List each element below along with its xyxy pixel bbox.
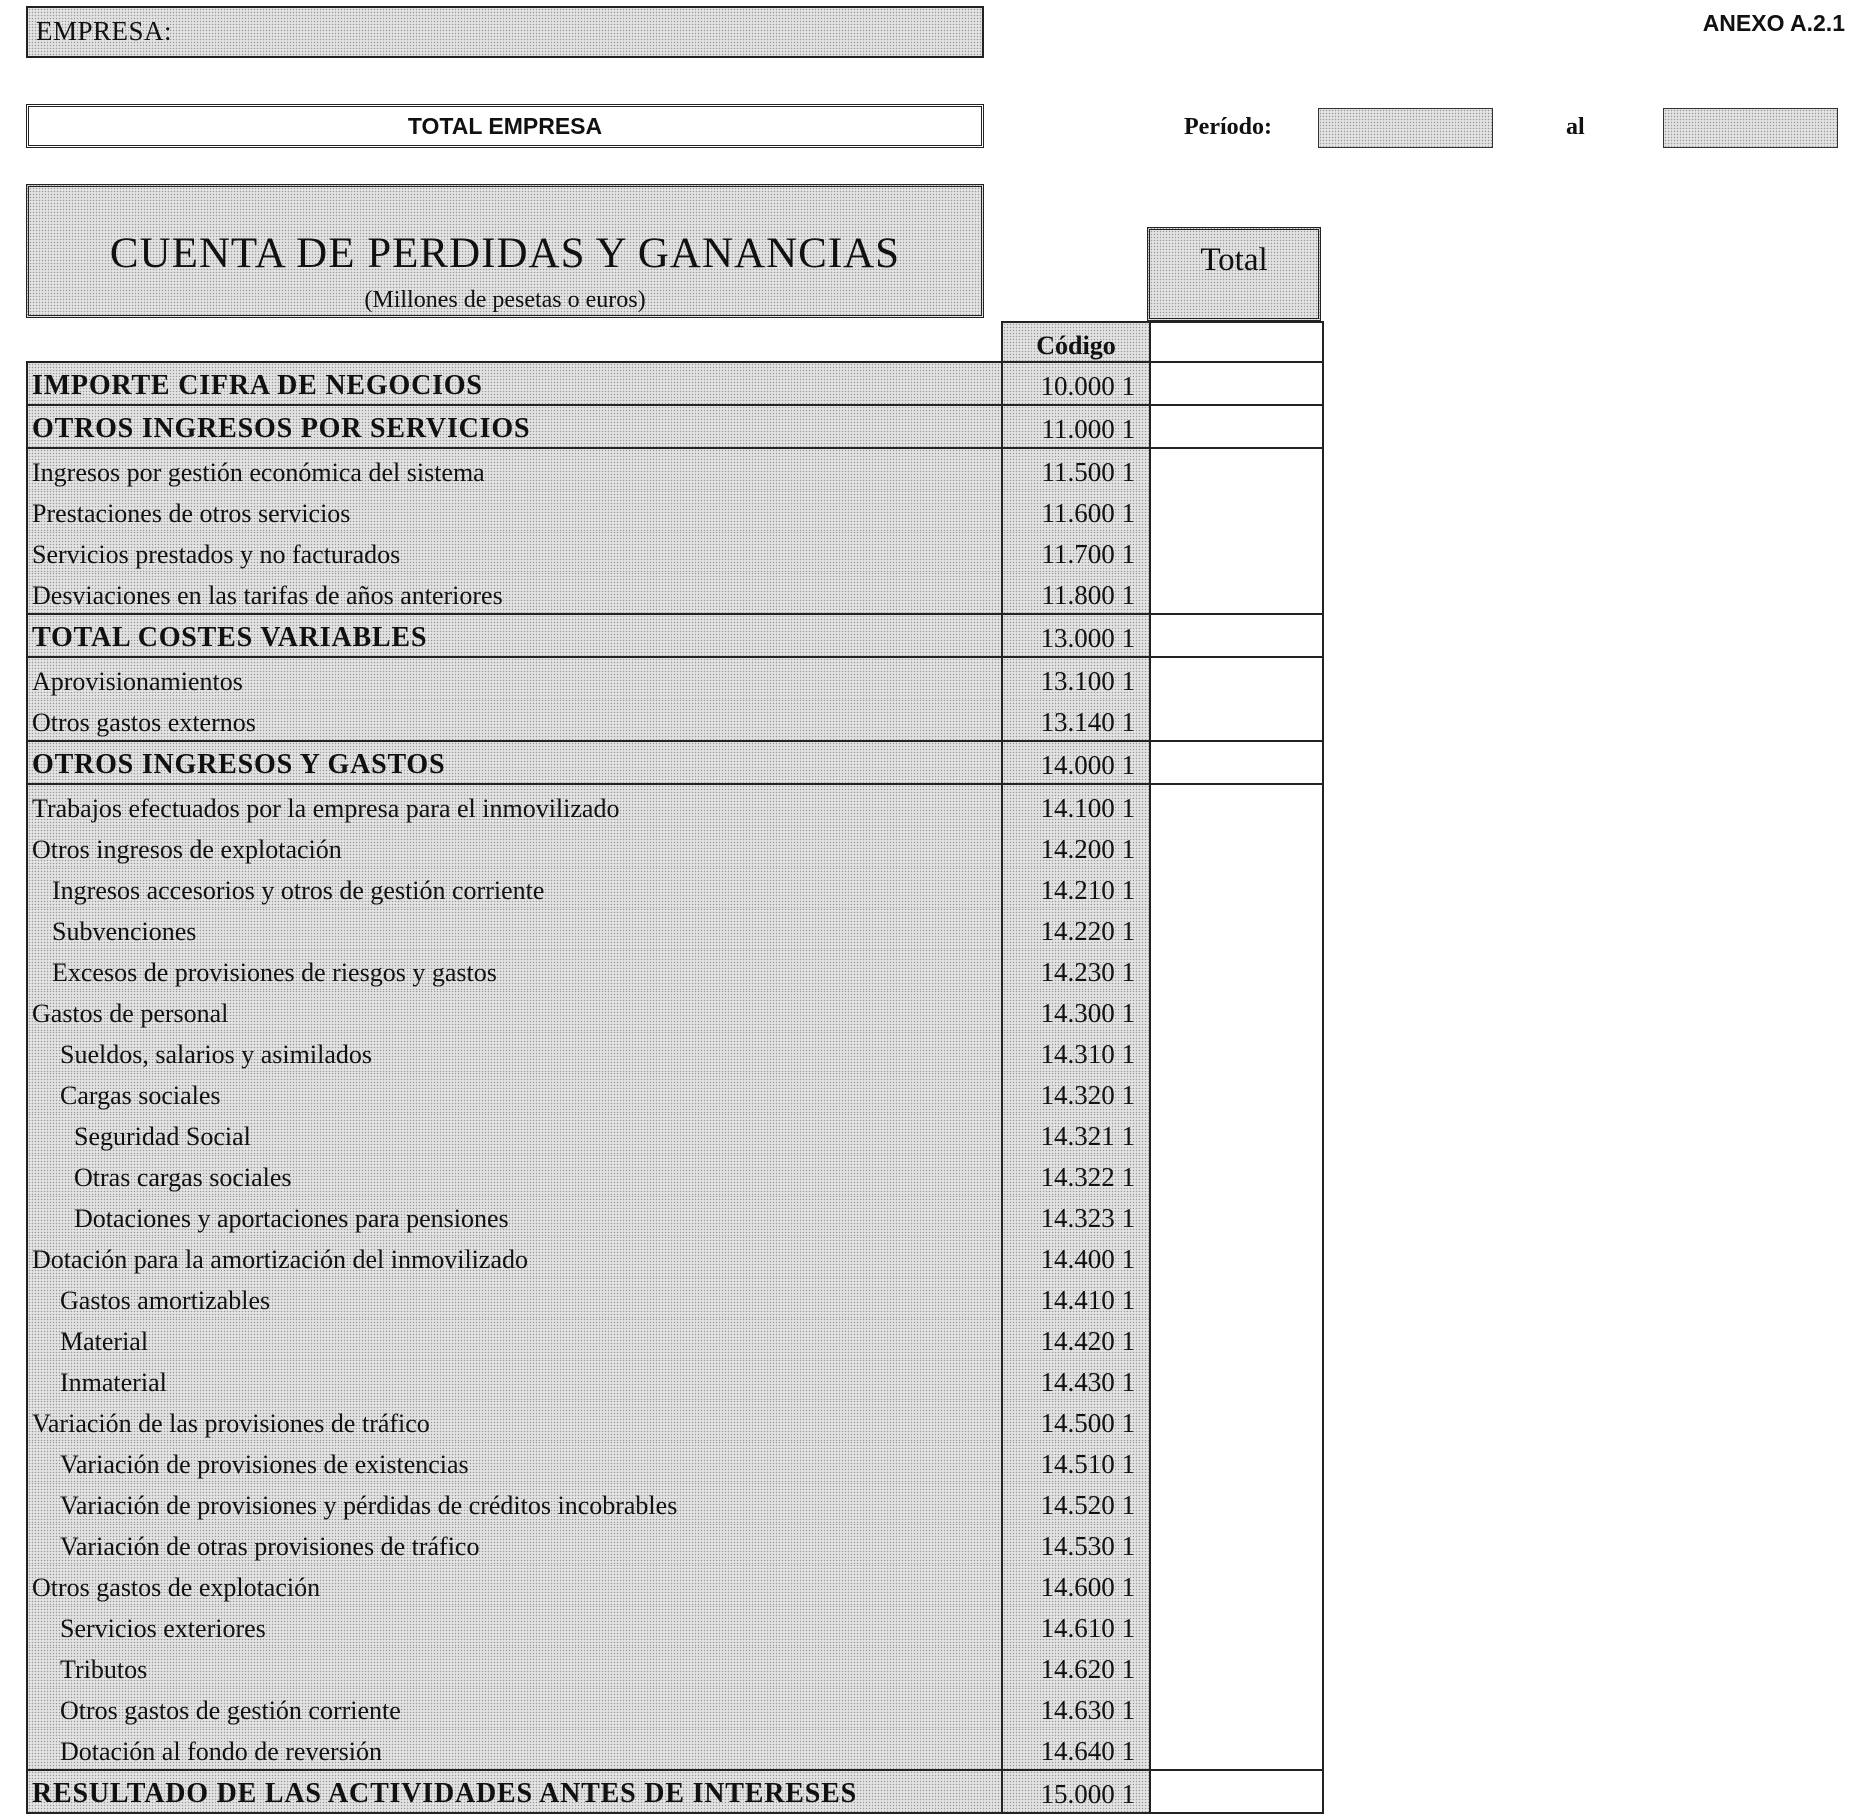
row-label-text: Material bbox=[60, 1327, 149, 1356]
table-header-row bbox=[27, 322, 1323, 362]
row-code bbox=[1002, 572, 1150, 614]
row-total-input[interactable] bbox=[1150, 1770, 1323, 1813]
row-total-input[interactable] bbox=[1150, 1441, 1323, 1482]
row-total-input[interactable] bbox=[1150, 448, 1323, 490]
row-label-text: Prestaciones de otros servicios bbox=[32, 499, 351, 528]
row-label-text: Otros gastos externos bbox=[32, 708, 256, 737]
row-code-text: 11.000 1 bbox=[1041, 414, 1135, 444]
row-code-text: 14.400 1 bbox=[1040, 1244, 1135, 1274]
row-label bbox=[27, 405, 1002, 448]
statement-title: CUENTA DE PERDIDAS Y GANANCIAS bbox=[109, 230, 901, 277]
row-label bbox=[27, 1564, 1002, 1605]
row-code-text: 13.000 1 bbox=[1040, 623, 1135, 653]
row-total-input[interactable] bbox=[1150, 949, 1323, 990]
pl-table bbox=[26, 321, 1324, 1814]
row-code bbox=[1002, 1031, 1150, 1072]
table-row bbox=[27, 1400, 1323, 1441]
periodo-from-field[interactable] bbox=[1318, 108, 1493, 148]
row-label-text: Servicios prestados y no facturados bbox=[32, 540, 401, 569]
row-code bbox=[1002, 784, 1150, 826]
row-total-input[interactable] bbox=[1150, 784, 1323, 826]
row-label bbox=[27, 1359, 1002, 1400]
row-total-input[interactable] bbox=[1150, 1031, 1323, 1072]
row-label bbox=[27, 1154, 1002, 1195]
row-label bbox=[27, 1482, 1002, 1523]
row-code bbox=[1002, 1687, 1150, 1728]
row-label bbox=[27, 362, 1002, 405]
row-code bbox=[1002, 1646, 1150, 1687]
row-label bbox=[27, 657, 1002, 699]
row-code bbox=[1002, 1441, 1150, 1482]
table-row bbox=[27, 1687, 1323, 1728]
table-row bbox=[27, 657, 1323, 699]
row-total-input[interactable] bbox=[1150, 1523, 1323, 1564]
total-header-label: Total bbox=[1200, 242, 1268, 278]
row-code bbox=[1002, 1400, 1150, 1441]
row-label-text: OTROS INGRESOS POR SERVICIOS bbox=[32, 413, 531, 444]
row-code-text: 11.800 1 bbox=[1041, 580, 1135, 610]
row-label bbox=[27, 1770, 1002, 1813]
row-total-input[interactable] bbox=[1150, 826, 1323, 867]
row-label bbox=[27, 826, 1002, 867]
codigo-header: Código bbox=[1002, 322, 1150, 362]
row-label-text: Trabajos efectuados por la empresa para el inmovilizado bbox=[32, 794, 620, 823]
row-code-text: 14.322 1 bbox=[1040, 1162, 1135, 1192]
total-column-header bbox=[1147, 227, 1321, 321]
row-code-text: 14.310 1 bbox=[1040, 1039, 1135, 1069]
table-row bbox=[27, 908, 1323, 949]
table-row bbox=[27, 490, 1323, 531]
table-row bbox=[27, 405, 1323, 448]
row-code-text: 14.620 1 bbox=[1040, 1654, 1135, 1684]
row-total-input[interactable] bbox=[1150, 699, 1323, 741]
row-code-text: 15.000 1 bbox=[1040, 1779, 1135, 1809]
row-label-text: Variación de las provisiones de tráfico bbox=[32, 1409, 430, 1438]
row-code-text: 14.420 1 bbox=[1040, 1326, 1135, 1356]
row-code bbox=[1002, 1605, 1150, 1646]
row-code bbox=[1002, 990, 1150, 1031]
row-label bbox=[27, 990, 1002, 1031]
table-row bbox=[27, 826, 1323, 867]
row-code bbox=[1002, 699, 1150, 741]
row-code-text: 14.410 1 bbox=[1040, 1285, 1135, 1315]
row-label bbox=[27, 1400, 1002, 1441]
table-row bbox=[27, 1770, 1323, 1813]
table-row bbox=[27, 1359, 1323, 1400]
table-row bbox=[27, 362, 1323, 405]
row-code bbox=[1002, 490, 1150, 531]
table-row bbox=[27, 784, 1323, 826]
row-code bbox=[1002, 1482, 1150, 1523]
table-row bbox=[27, 1072, 1323, 1113]
row-code-text: 14.530 1 bbox=[1040, 1531, 1135, 1561]
row-code bbox=[1002, 614, 1150, 657]
row-code-text: 14.610 1 bbox=[1040, 1613, 1135, 1643]
row-code bbox=[1002, 1277, 1150, 1318]
row-code bbox=[1002, 405, 1150, 448]
row-label-text: Seguridad Social bbox=[74, 1122, 251, 1151]
row-label-text: Cargas sociales bbox=[60, 1081, 221, 1110]
row-label-text: Gastos amortizables bbox=[60, 1286, 271, 1315]
row-label-text: Dotación para la amortización del inmovilizado bbox=[32, 1245, 528, 1274]
row-total-input[interactable] bbox=[1150, 1113, 1323, 1154]
row-label bbox=[27, 1687, 1002, 1728]
row-label bbox=[27, 490, 1002, 531]
row-label-text: Subvenciones bbox=[52, 917, 197, 946]
table-row bbox=[27, 949, 1323, 990]
row-label bbox=[27, 784, 1002, 826]
row-label-text: Ingresos accesorios y otros de gestión corriente bbox=[52, 876, 545, 905]
row-total-input[interactable] bbox=[1150, 1195, 1323, 1236]
total-empresa-box bbox=[26, 104, 984, 148]
periodo-label: Período: bbox=[1184, 114, 1272, 140]
table-row bbox=[27, 614, 1323, 657]
row-label-text: OTROS INGRESOS Y GASTOS bbox=[32, 749, 446, 780]
row-total-input[interactable] bbox=[1150, 1564, 1323, 1605]
row-total-input[interactable] bbox=[1150, 657, 1323, 699]
table-row bbox=[27, 699, 1323, 741]
row-code-text: 11.500 1 bbox=[1041, 457, 1135, 487]
row-code-text: 14.210 1 bbox=[1040, 875, 1135, 905]
row-label bbox=[27, 1236, 1002, 1277]
table-row bbox=[27, 1277, 1323, 1318]
row-label-text: RESULTADO DE LAS ACTIVIDADES ANTES DE INTERESES bbox=[32, 1778, 857, 1809]
row-code-text: 14.100 1 bbox=[1040, 793, 1135, 823]
table-row bbox=[27, 1236, 1323, 1277]
row-label-text: Otros gastos de explotación bbox=[32, 1573, 321, 1602]
table-row bbox=[27, 1605, 1323, 1646]
row-code bbox=[1002, 867, 1150, 908]
row-code bbox=[1002, 1236, 1150, 1277]
row-total-input[interactable] bbox=[1150, 1728, 1323, 1770]
row-code bbox=[1002, 1728, 1150, 1770]
row-code-text: 14.320 1 bbox=[1040, 1080, 1135, 1110]
row-label bbox=[27, 531, 1002, 572]
table-row bbox=[27, 867, 1323, 908]
row-code-text: 14.430 1 bbox=[1040, 1367, 1135, 1397]
row-code bbox=[1002, 448, 1150, 490]
row-code-text: 13.140 1 bbox=[1040, 707, 1135, 737]
row-label bbox=[27, 448, 1002, 490]
row-code-text: 14.200 1 bbox=[1040, 834, 1135, 864]
row-code-text: 11.600 1 bbox=[1041, 498, 1135, 528]
row-total-input[interactable] bbox=[1150, 614, 1323, 657]
row-total-input[interactable] bbox=[1150, 362, 1323, 405]
row-total-input[interactable] bbox=[1150, 405, 1323, 448]
row-label bbox=[27, 1072, 1002, 1113]
table-row bbox=[27, 1195, 1323, 1236]
row-total-input[interactable] bbox=[1150, 1400, 1323, 1441]
row-label bbox=[27, 1605, 1002, 1646]
row-label-text: IMPORTE CIFRA DE NEGOCIOS bbox=[32, 370, 483, 401]
anexo-label: ANEXO A.2.1 bbox=[1702, 10, 1845, 36]
row-code bbox=[1002, 1154, 1150, 1195]
total-empresa-label: TOTAL EMPRESA bbox=[407, 113, 603, 139]
row-code-text: 14.220 1 bbox=[1040, 916, 1135, 946]
row-label bbox=[27, 1195, 1002, 1236]
row-code bbox=[1002, 1318, 1150, 1359]
table-row bbox=[27, 990, 1323, 1031]
row-code-text: 11.700 1 bbox=[1041, 539, 1135, 569]
row-code bbox=[1002, 826, 1150, 867]
row-code bbox=[1002, 908, 1150, 949]
row-code bbox=[1002, 1195, 1150, 1236]
table-row bbox=[27, 1031, 1323, 1072]
row-label bbox=[27, 867, 1002, 908]
empresa-label: EMPRESA: bbox=[36, 16, 173, 46]
row-label-text: Tributos bbox=[60, 1655, 148, 1684]
row-label bbox=[27, 1318, 1002, 1359]
table-row bbox=[27, 741, 1323, 784]
row-total-input[interactable] bbox=[1150, 1277, 1323, 1318]
statement-subtitle: (Millones de pesetas o euros) bbox=[364, 287, 646, 313]
row-label-text: Otras cargas sociales bbox=[74, 1163, 292, 1192]
row-label bbox=[27, 1646, 1002, 1687]
row-code bbox=[1002, 531, 1150, 572]
row-total-input[interactable] bbox=[1150, 990, 1323, 1031]
row-code bbox=[1002, 657, 1150, 699]
row-label bbox=[27, 949, 1002, 990]
row-label-text: Inmaterial bbox=[60, 1368, 167, 1397]
row-total-input[interactable] bbox=[1150, 572, 1323, 614]
row-label bbox=[27, 699, 1002, 741]
row-label-text: TOTAL COSTES VARIABLES bbox=[32, 622, 428, 653]
row-total-input[interactable] bbox=[1150, 490, 1323, 531]
row-code bbox=[1002, 1072, 1150, 1113]
row-label-text: Servicios exteriores bbox=[60, 1614, 266, 1643]
row-code-text: 14.510 1 bbox=[1040, 1449, 1135, 1479]
row-code-text: 14.321 1 bbox=[1040, 1121, 1135, 1151]
row-total-input[interactable] bbox=[1150, 1482, 1323, 1523]
table-row bbox=[27, 572, 1323, 614]
row-label bbox=[27, 1113, 1002, 1154]
row-code-text: 14.300 1 bbox=[1040, 998, 1135, 1028]
row-label-text: Sueldos, salarios y asimilados bbox=[60, 1040, 372, 1069]
table-row bbox=[27, 1564, 1323, 1605]
row-label-text: Variación de provisiones y pérdidas de créditos incobrables bbox=[60, 1491, 678, 1520]
row-total-input[interactable] bbox=[1150, 1605, 1323, 1646]
table-row bbox=[27, 1441, 1323, 1482]
row-total-input[interactable] bbox=[1150, 867, 1323, 908]
table-row bbox=[27, 448, 1323, 490]
row-code bbox=[1002, 1359, 1150, 1400]
row-label-text: Dotación al fondo de reversión bbox=[60, 1737, 383, 1766]
row-label-text: Variación de provisiones de existencias bbox=[60, 1450, 469, 1479]
row-total-input[interactable] bbox=[1150, 1646, 1323, 1687]
row-code bbox=[1002, 1770, 1150, 1813]
row-code-text: 14.323 1 bbox=[1040, 1203, 1135, 1233]
row-code bbox=[1002, 362, 1150, 405]
row-label bbox=[27, 908, 1002, 949]
row-total-input[interactable] bbox=[1150, 1236, 1323, 1277]
row-total-input[interactable] bbox=[1150, 741, 1323, 784]
row-code bbox=[1002, 949, 1150, 990]
empresa-field[interactable] bbox=[26, 6, 984, 58]
row-label bbox=[27, 1728, 1002, 1770]
row-label bbox=[27, 1031, 1002, 1072]
row-code-text: 14.500 1 bbox=[1040, 1408, 1135, 1438]
table-row bbox=[27, 1523, 1323, 1564]
row-label-text: Otros ingresos de explotación bbox=[32, 835, 342, 864]
row-label-text: Aprovisionamientos bbox=[32, 667, 243, 696]
table-row bbox=[27, 1646, 1323, 1687]
row-label bbox=[27, 1441, 1002, 1482]
total-header-cell bbox=[1150, 322, 1323, 362]
row-label-text: Desviaciones en las tarifas de años anteriores bbox=[32, 581, 503, 610]
row-code bbox=[1002, 741, 1150, 784]
row-label bbox=[27, 1523, 1002, 1564]
row-label-text: Variación de otras provisiones de tráfico bbox=[60, 1532, 480, 1561]
table-row bbox=[27, 1154, 1323, 1195]
row-total-input[interactable] bbox=[1150, 1318, 1323, 1359]
row-code-text: 10.000 1 bbox=[1040, 371, 1135, 401]
periodo-to-field[interactable] bbox=[1663, 108, 1838, 148]
row-label-text: Ingresos por gestión económica del sistema bbox=[32, 458, 485, 487]
row-code bbox=[1002, 1113, 1150, 1154]
row-code bbox=[1002, 1564, 1150, 1605]
row-code-text: 13.100 1 bbox=[1040, 666, 1135, 696]
row-code-text: 14.000 1 bbox=[1040, 750, 1135, 780]
row-label-text: Excesos de provisiones de riesgos y gastos bbox=[52, 958, 497, 987]
row-code-text: 14.640 1 bbox=[1040, 1736, 1135, 1766]
table-row bbox=[27, 1113, 1323, 1154]
row-total-input[interactable] bbox=[1150, 1154, 1323, 1195]
row-total-input[interactable] bbox=[1150, 531, 1323, 572]
row-code-text: 14.630 1 bbox=[1040, 1695, 1135, 1725]
row-code-text: 14.230 1 bbox=[1040, 957, 1135, 987]
statement-title-box bbox=[26, 184, 984, 318]
row-label-text: Dotaciones y aportaciones para pensiones bbox=[74, 1204, 509, 1233]
row-total-input[interactable] bbox=[1150, 1359, 1323, 1400]
row-total-input[interactable] bbox=[1150, 908, 1323, 949]
row-total-input[interactable] bbox=[1150, 1687, 1323, 1728]
table-row bbox=[27, 1728, 1323, 1770]
row-label bbox=[27, 614, 1002, 657]
row-label bbox=[27, 572, 1002, 614]
row-label bbox=[27, 1277, 1002, 1318]
row-code bbox=[1002, 1523, 1150, 1564]
table-row bbox=[27, 1318, 1323, 1359]
table-row bbox=[27, 1482, 1323, 1523]
row-label bbox=[27, 741, 1002, 784]
table-row bbox=[27, 531, 1323, 572]
row-total-input[interactable] bbox=[1150, 1072, 1323, 1113]
row-label-text: Otros gastos de gestión corriente bbox=[60, 1696, 401, 1725]
row-label-text: Gastos de personal bbox=[32, 999, 229, 1028]
row-code-text: 14.600 1 bbox=[1040, 1572, 1135, 1602]
al-label: al bbox=[1566, 114, 1585, 140]
row-code-text: 14.520 1 bbox=[1040, 1490, 1135, 1520]
